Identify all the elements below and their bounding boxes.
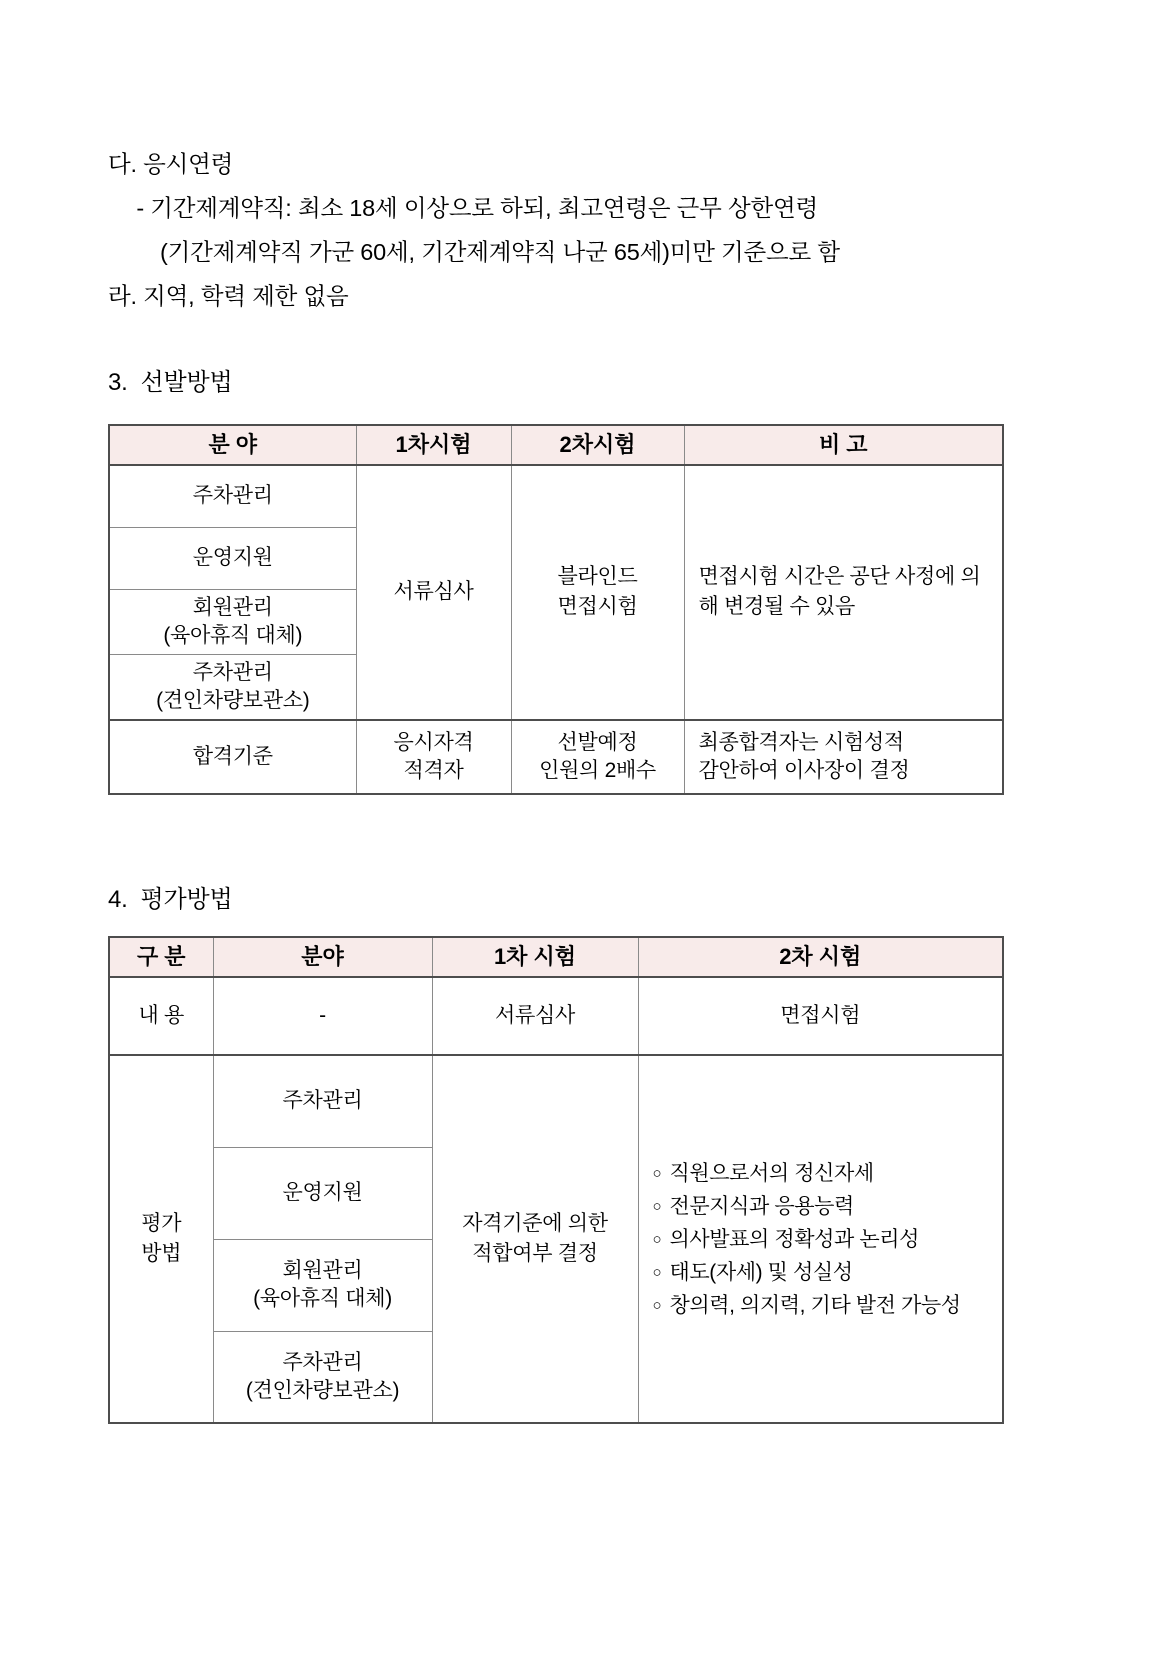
intro-line-3: (기간제계약직 가군 60세, 기간제계약직 나군 65세)미만 기준으로 함 [160, 239, 840, 265]
method-field-operations-support: 운영지원 [213, 1147, 432, 1239]
list-item [653, 1289, 997, 1322]
list-item [653, 1190, 997, 1223]
table-row [109, 465, 1003, 527]
method-field-line-2: (육아휴직 대체) [253, 1287, 392, 1310]
content-row-exam2: 면접시험 [638, 977, 1003, 1055]
pass-exam2-line-2: 인원의 2배수 [539, 758, 656, 782]
header-category: 구 분 [109, 937, 213, 977]
list-item-label: 직원으로서의 정신자세 [669, 1161, 874, 1185]
table-header-row [109, 937, 1003, 977]
exam2-merged-line-1: 블라인드 [557, 565, 638, 589]
section-heading-selection-method: 3. 선발방법 [108, 369, 233, 396]
section-heading-evaluation-method: 4. 평가방법 [108, 886, 233, 913]
header-field: 분야 [213, 937, 432, 977]
field-cell-member-management [109, 589, 356, 654]
table-row-pass-criteria [109, 720, 1003, 794]
field-cell-operations-support: 운영지원 [109, 527, 356, 589]
intro-text-block [108, 142, 1058, 318]
exam1-merged-cell: 서류심사 [356, 465, 511, 720]
table-row-content [109, 977, 1003, 1055]
exam2-merged-line-2: 면접시험 [557, 595, 638, 619]
circle-bullet-icon: ○ [652, 1296, 662, 1314]
circle-bullet-icon: ○ [652, 1197, 662, 1215]
list-item [653, 1256, 997, 1289]
method-field-member-management [213, 1239, 432, 1331]
remark-merged-cell: 면접시험 시간은 공단 사정에 의해 변경될 수 있음 [684, 465, 1003, 720]
list-item [653, 1157, 997, 1190]
header-field: 분 야 [109, 425, 356, 465]
pass-criteria-exam2 [511, 720, 684, 794]
intro-line-2: - 기간제계약직: 최소 18세 이상으로 하되, 최고연령은 근무 상한연령 [130, 195, 819, 221]
method-field-line-1: 주차관리 [282, 1350, 363, 1374]
pass-exam1-line-1: 응시자격 [393, 730, 474, 754]
method-label-line-2: 방법 [141, 1242, 182, 1265]
header-exam2: 2차 시험 [638, 937, 1003, 977]
method-label-line-1: 평가 [141, 1212, 182, 1235]
field-cell-parking-towing [109, 654, 356, 720]
method-field-line-2: (견인차량보관소) [245, 1378, 400, 1402]
evaluation-method-table [108, 936, 1004, 1424]
pass-criteria-exam1 [356, 720, 511, 794]
intro-line-4: 라. 지역, 학력 제한 없음 [108, 283, 349, 309]
method-exam1-line-1: 자격기준에 의한 [462, 1212, 608, 1235]
intro-line-1: 다. 응시연령 [108, 151, 234, 177]
evaluation-criteria-list [645, 1155, 997, 1324]
list-item-label: 태도(자세) 및 성실성 [669, 1260, 853, 1284]
method-field-line-1: 회원관리 [282, 1259, 363, 1282]
selection-method-table [108, 424, 1004, 795]
circle-bullet-icon: ○ [652, 1263, 662, 1281]
method-row-label [109, 1055, 213, 1423]
method-exam1-cell [432, 1055, 638, 1423]
pass-exam2-line-1: 선발예정 [557, 730, 638, 754]
pass-exam1-line-2: 적격자 [403, 758, 464, 782]
header-remark: 비 고 [684, 425, 1003, 465]
header-exam1: 1차 시험 [432, 937, 638, 977]
method-field-parking-towing [213, 1331, 432, 1423]
exam2-merged-cell [511, 465, 684, 720]
method-exam2-cell [638, 1055, 1003, 1423]
pass-criteria-remark [684, 720, 1003, 794]
pass-criteria-label: 합격기준 [109, 720, 356, 794]
circle-bullet-icon: ○ [652, 1164, 662, 1182]
table-header-row [109, 425, 1003, 465]
content-row-exam1: 서류심사 [432, 977, 638, 1055]
list-item-label: 창의력, 의지력, 기타 발전 가능성 [669, 1293, 961, 1317]
field-label-line-2: (육아휴직 대체) [163, 623, 303, 647]
field-label-line-2: (견인차량보관소) [156, 688, 310, 712]
field-label-line-1: 회원관리 [192, 595, 273, 619]
field-cell-parking-management: 주차관리 [109, 465, 356, 527]
header-exam1: 1차시험 [356, 425, 511, 465]
list-item-label: 의사발표의 정확성과 논리성 [669, 1227, 920, 1251]
list-item [653, 1223, 997, 1256]
content-row-field: - [213, 977, 432, 1055]
method-exam1-line-2: 적합여부 결정 [472, 1242, 598, 1265]
pass-remark-line-1: 최종합격자는 시험성적 [698, 730, 904, 754]
list-item-label: 전문지식과 응용능력 [669, 1194, 854, 1218]
content-row-label: 내 용 [109, 977, 213, 1055]
method-field-parking-management: 주차관리 [213, 1055, 432, 1147]
field-label-line-1: 주차관리 [192, 660, 273, 684]
circle-bullet-icon: ○ [652, 1230, 662, 1248]
table-row [109, 1055, 1003, 1147]
pass-remark-line-2: 감안하여 이사장이 결정 [698, 758, 910, 782]
header-exam2: 2차시험 [511, 425, 684, 465]
